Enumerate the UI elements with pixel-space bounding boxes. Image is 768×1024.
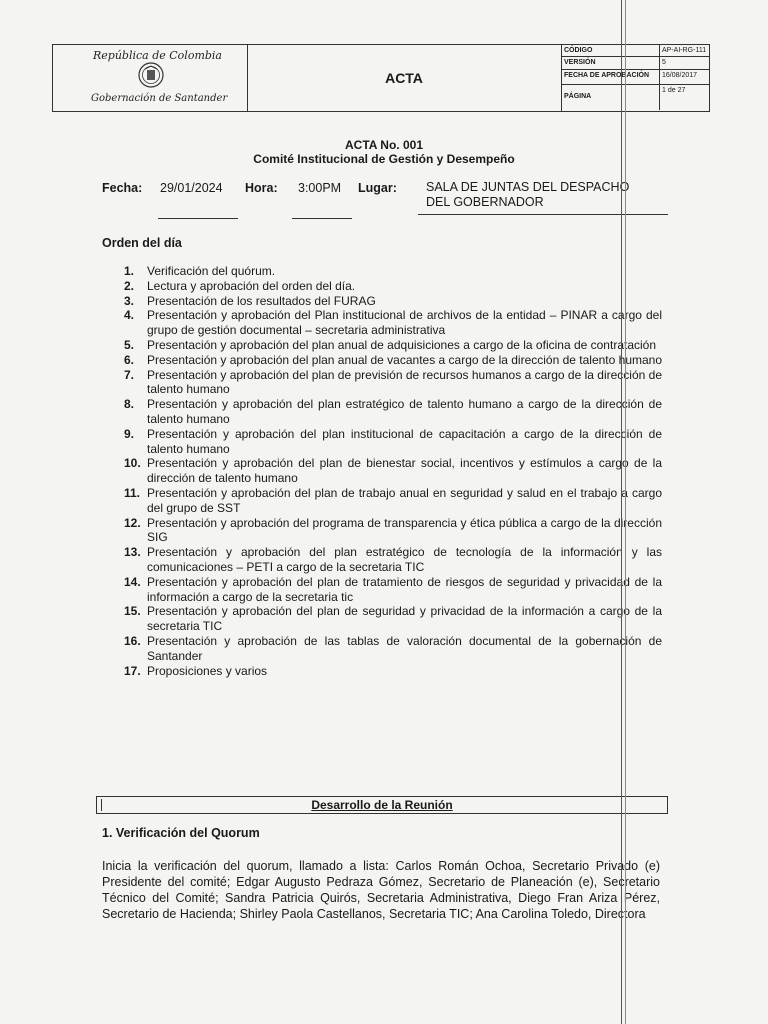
fecha-label: Fecha: xyxy=(102,181,143,195)
agenda-item-number: 3. xyxy=(124,293,135,308)
coat-of-arms-icon xyxy=(137,61,165,89)
agenda-item xyxy=(102,308,662,338)
agenda-item xyxy=(102,397,662,427)
agenda-item-number: 13. xyxy=(124,545,141,560)
meta-row-version xyxy=(561,57,709,70)
agenda-item-text: Presentación y aprobación del plan anual de vacantes a cargo de la dirección de talento humano xyxy=(147,352,663,367)
agenda-item-number: 10. xyxy=(124,456,141,471)
agenda-item xyxy=(102,353,662,368)
lugar-value-line2: DEL GOBERNADOR xyxy=(426,195,544,209)
agenda-item-text: Presentación y aprobación del plan institucional de capacitación a cargo de la dirección de talento humano xyxy=(147,426,662,456)
logo-line-republic: República de Colombia xyxy=(93,49,222,62)
meta-value: 16/08/2017 xyxy=(662,72,698,79)
agenda-item-number: 2. xyxy=(124,278,135,293)
agenda-item xyxy=(102,575,662,605)
desarrollo-header-box xyxy=(96,796,668,814)
agenda-title: Orden del día xyxy=(102,236,182,250)
agenda-item xyxy=(102,294,662,309)
hora-underline xyxy=(292,218,352,219)
agenda-item-number: 5. xyxy=(124,337,135,352)
meta-key: VERSIÓN xyxy=(564,59,596,66)
fecha-value: 29/01/2024 xyxy=(160,181,223,195)
document-type-title: ACTA xyxy=(247,45,562,111)
agenda-item-number: 9. xyxy=(124,426,135,441)
agenda-item xyxy=(102,456,662,486)
agenda-item-text: Lectura y aprobación del orden del día. xyxy=(147,278,356,293)
meta-value: 1 de 27 xyxy=(662,87,686,94)
acta-number: ACTA No. 001 xyxy=(344,138,423,152)
agenda-item xyxy=(102,486,662,516)
agenda-item-number: 16. xyxy=(124,633,141,648)
scan-artifact-line xyxy=(621,0,622,1024)
logo-line-gobernacion: Gobernación de Santander xyxy=(91,93,228,104)
agenda-item xyxy=(102,427,662,457)
agenda-item-text: Presentación y aprobación del plan de seguridad y privacidad de la información a cargo de la secretaria TIC xyxy=(147,604,662,634)
agenda-list xyxy=(102,264,662,678)
hora-value: 3:00PM xyxy=(298,181,342,195)
agenda-item-text: Presentación y aprobación del plan de bienestar social, incentivos y estímulos a cargo de la dirección de talento humano xyxy=(147,456,662,486)
agenda-item-number: 6. xyxy=(124,352,135,367)
agenda-item-text: Presentación y aprobación del programa de transparencia y ética pública a cargo de la dirección SIG xyxy=(147,515,662,545)
agenda-item xyxy=(102,634,662,664)
agenda-item xyxy=(102,279,662,294)
lugar-value-line1: SALA DE JUNTAS DEL DESPACHO xyxy=(426,180,630,194)
agenda-item-number: 14. xyxy=(124,574,141,589)
meta-row-pagina xyxy=(561,85,709,110)
agenda-item xyxy=(102,604,662,634)
agenda-item xyxy=(102,545,662,575)
agenda-item xyxy=(102,264,662,279)
agenda-item-text: Verificación del quórum. xyxy=(147,264,276,278)
agenda-item-text: Presentación y aprobación de las tablas de valoración documental de la gobernación de Santander xyxy=(147,633,662,663)
agenda-item xyxy=(102,664,662,679)
lugar-label: Lugar: xyxy=(358,181,397,195)
agenda-item xyxy=(102,516,662,546)
section-heading-quorum: 1. Verificación del Quorum xyxy=(102,826,260,840)
agenda-item-text: Presentación y aprobación del plan de trabajo anual en seguridad y salud en el trabajo a cargo del grupo de SST xyxy=(147,485,662,515)
agenda-item-number: 15. xyxy=(124,604,141,619)
meta-value: 5 xyxy=(662,59,666,66)
lugar-underline xyxy=(418,214,668,215)
agenda-item-number: 17. xyxy=(124,663,141,678)
agenda-item-text: Presentación y aprobación del plan anual de adquisiciones a cargo de la oficina de contratación xyxy=(147,337,657,352)
agenda-item xyxy=(102,338,662,353)
quorum-paragraph: Inicia la verificación del quorum, llamado a lista: Carlos Román Ochoa, Secretario Privado (e) Presidente del comité; Edgar Augusto Pedraza Gómez, Secretario de Planeación (e), Secretario Técnico del Comité; Sandra Patricia Quirós, Secretaria Administrativa, Diego Fran Ariza Pérez, Secretario de Hacienda; Shirley Paola Castellanos, Secretaria TIC; Ana Carolina Toledo, Directora xyxy=(102,859,660,921)
fecha-underline xyxy=(158,218,238,219)
agenda-item-text: Presentación y aprobación del plan de previsión de recursos humanos a cargo de la dirección de talento humano xyxy=(147,367,662,397)
desarrollo-title: Desarrollo de la Reunión xyxy=(311,798,453,812)
agenda-item-number: 4. xyxy=(124,308,135,323)
agenda-item-number: 1. xyxy=(124,264,135,278)
agenda-item-text: Presentación y aprobación del Plan institucional de archivos de la entidad – PINAR a cargo del grupo de gestión documental – secretaria administrativa xyxy=(147,308,662,338)
agenda-item-number: 11. xyxy=(124,485,141,500)
meta-key: CÓDIGO xyxy=(564,47,593,54)
agenda-item-text: Presentación y aprobación del plan de tratamiento de riesgos de seguridad y privacidad de la información a cargo de la secretaria tic xyxy=(147,574,662,604)
document-meta-cell xyxy=(561,45,709,111)
agenda-item-text: Proposiciones y varios xyxy=(147,663,268,678)
agenda-item-number: 12. xyxy=(124,515,141,530)
agenda-item-text: Presentación de los resultados del FURAG xyxy=(147,293,376,308)
agenda-item-number: 7. xyxy=(124,367,135,382)
document-header-table xyxy=(52,44,710,112)
meta-row-fecha-aprobacion xyxy=(561,70,709,85)
agenda-item-text: Presentación y aprobación del plan estratégico de talento humano a cargo de la dirección de talento humano xyxy=(147,397,662,426)
meta-key: FECHA DE APROBACIÓN xyxy=(564,72,650,79)
meta-key: PÁGINA xyxy=(564,93,592,100)
institution-logo-cell xyxy=(53,45,248,111)
agenda-item xyxy=(102,368,662,398)
meta-value: AP-AI-RG-111 xyxy=(662,47,707,54)
agenda-item-text: Presentación y aprobación del plan estratégico de tecnología de la información y las comunicaciones – PETI a cargo de la secretaria TIC xyxy=(147,545,662,574)
scan-artifact-line xyxy=(625,0,626,1024)
agenda-item-number: 8. xyxy=(124,397,135,412)
hora-label: Hora: xyxy=(245,181,278,195)
meta-row-codigo xyxy=(561,45,709,57)
committee-name: Comité Institucional de Gestión y Desempeño xyxy=(253,152,515,166)
